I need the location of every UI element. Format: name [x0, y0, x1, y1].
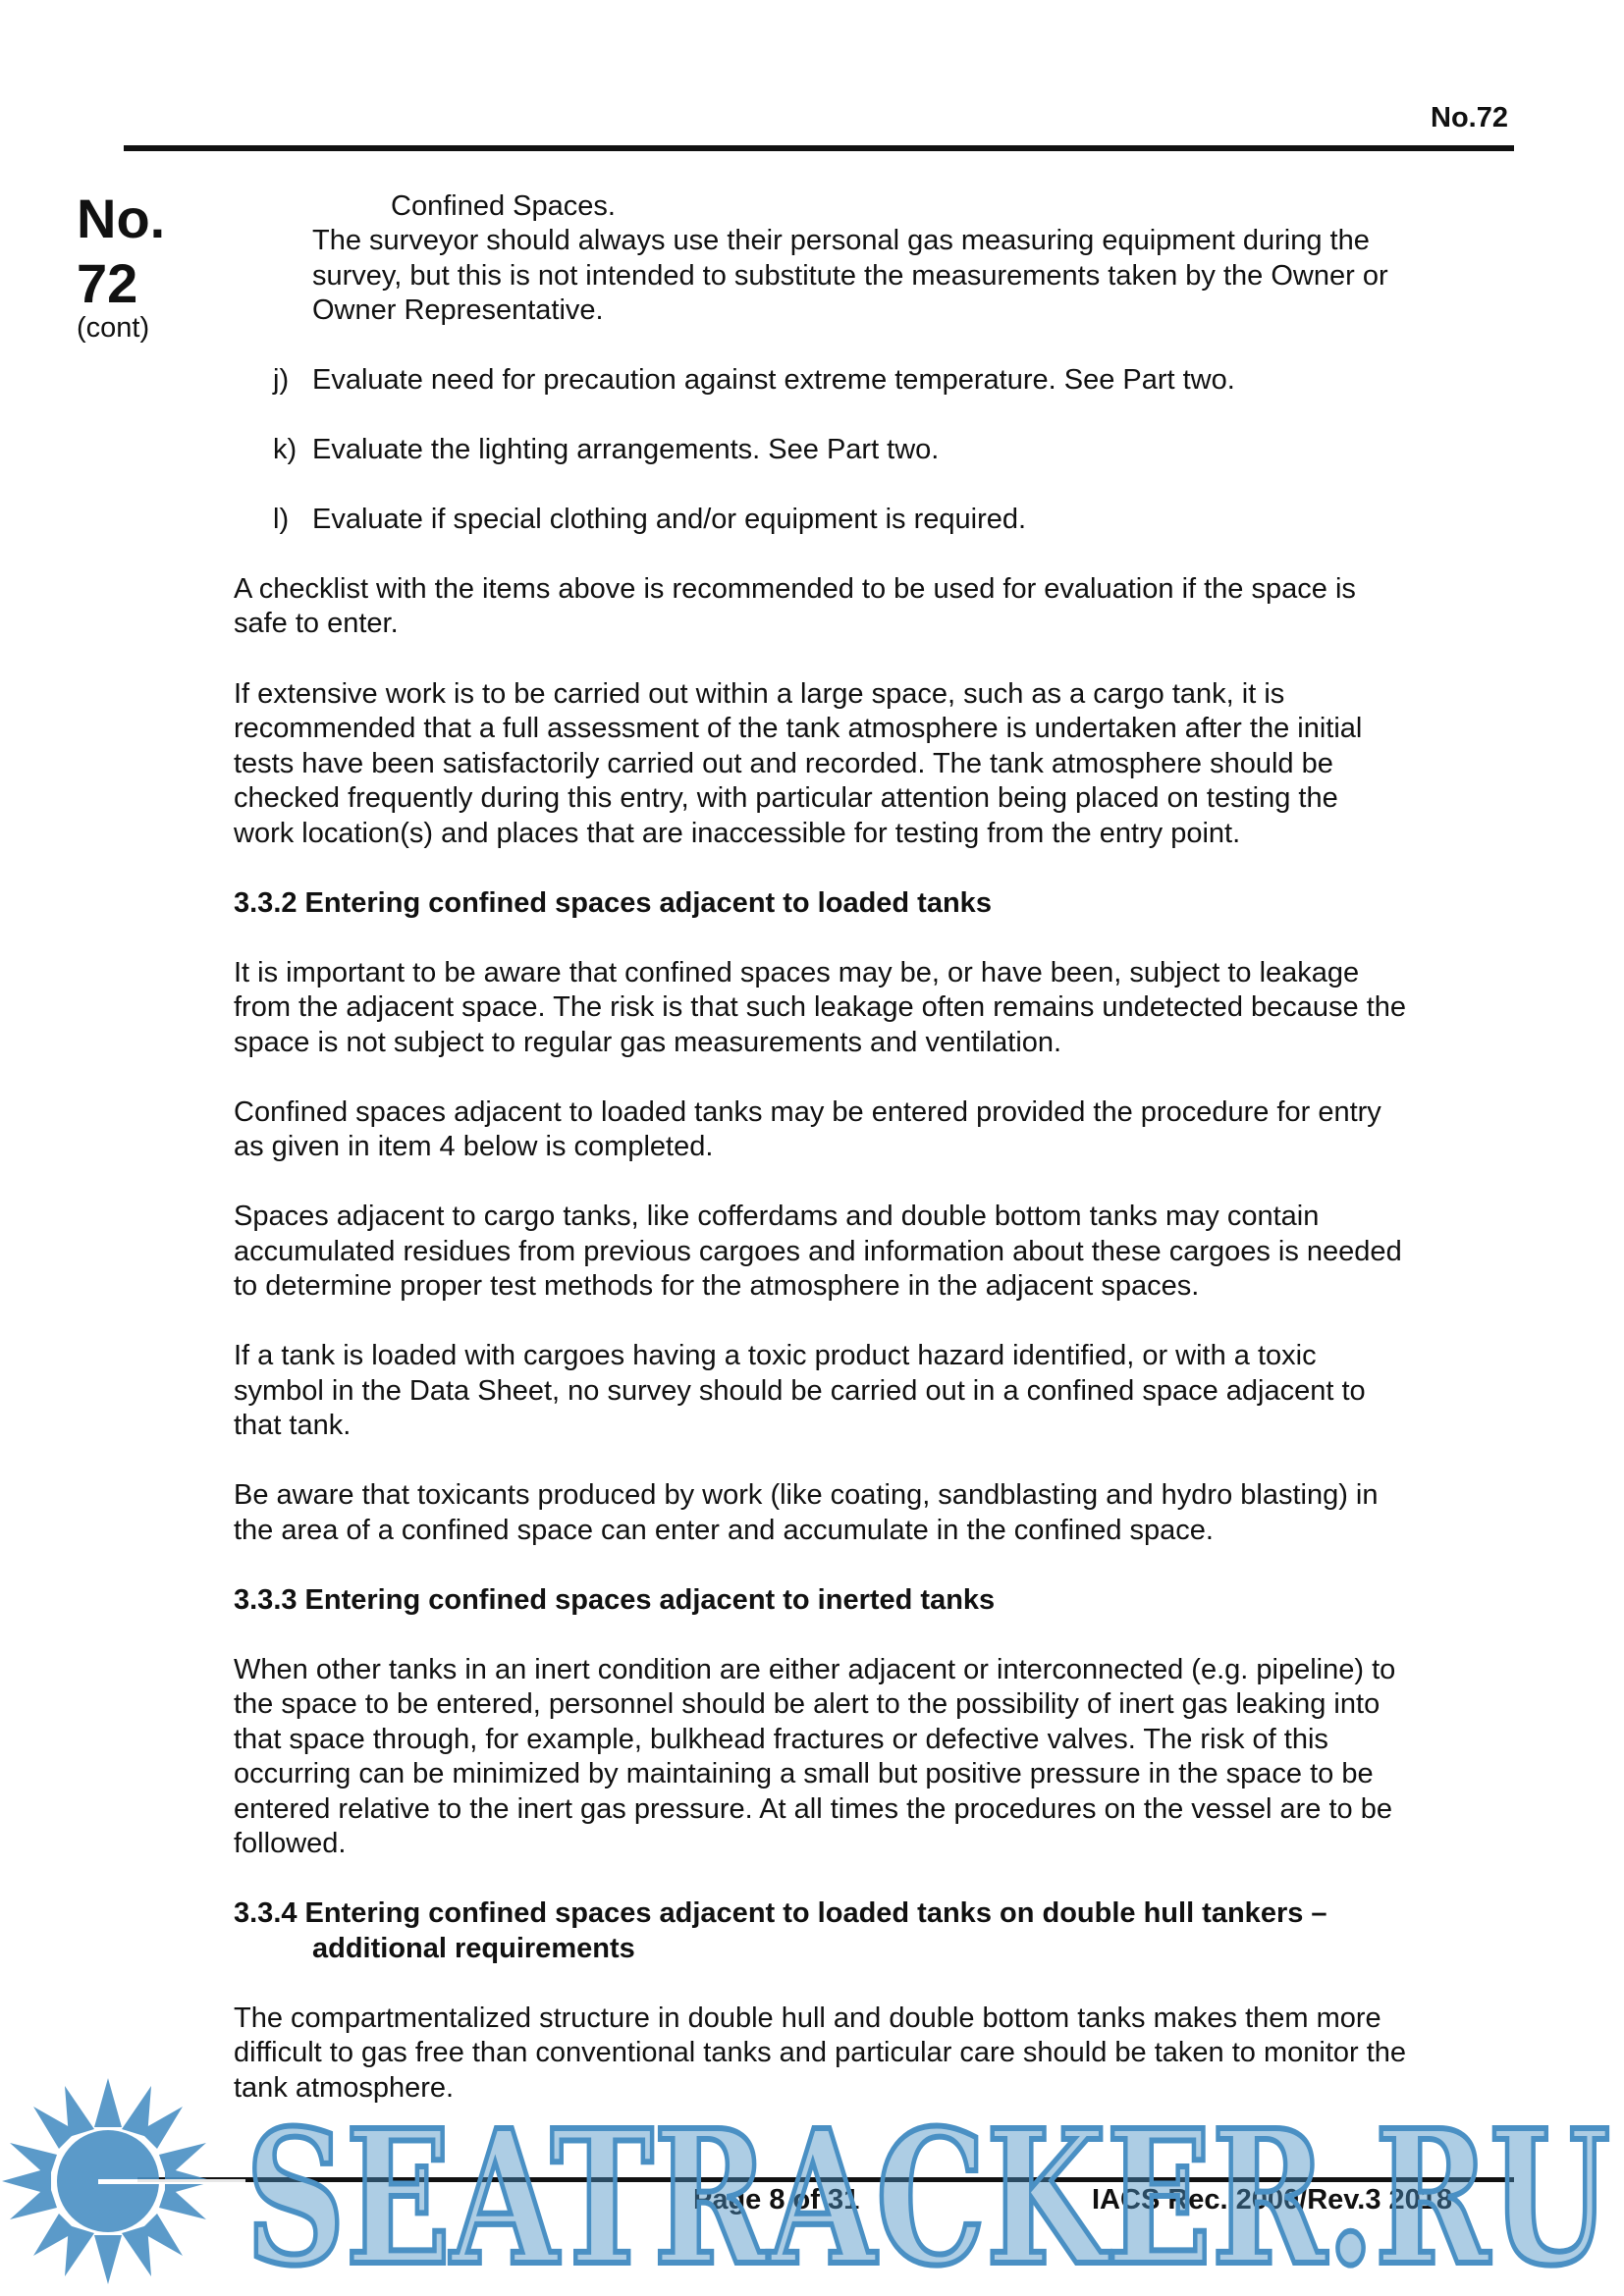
paragraph-line: that space through, for example, bulkhead fractures or defective valves. The risk of this — [234, 1724, 1328, 1755]
paragraph-line: If extensive work is to be carried out within a large space, such as a cargo tank, it is — [234, 678, 1285, 710]
paragraph-line: the space to be entered, personnel should be alert to the possibility of inert gas leaking into — [234, 1688, 1380, 1720]
section-heading-3-3-3: 3.3.3 Entering confined spaces adjacent to inerted tanks — [234, 1584, 996, 1616]
paragraph-line: work location(s) and places that are inaccessible for testing from the entry point. — [234, 818, 1241, 849]
sidebar-number — [77, 187, 165, 316]
paragraph-line: as given in item 4 below is completed. — [234, 1131, 714, 1162]
paragraph-line: from the adjacent space. The risk is that such leakage often remains undetected because the — [234, 991, 1407, 1023]
paragraph-line: tank atmosphere. — [234, 2072, 455, 2104]
paragraph-line: The compartmentalized structure in double hull and double bottom tanks makes them more — [234, 2002, 1381, 2034]
paragraph-line: symbol in the Data Sheet, no survey should be carried out in a confined space adjacent to — [234, 1375, 1366, 1407]
paragraph-line: Confined spaces adjacent to loaded tanks may be entered provided the procedure for entry — [234, 1096, 1381, 1128]
section-heading-3-3-2: 3.3.2 Entering confined spaces adjacent to loaded tanks — [234, 887, 992, 919]
list-marker: l) — [273, 504, 290, 535]
intro-line: The surveyor should always use their personal gas measuring equipment during the — [312, 225, 1370, 256]
sun-icon — [2, 2078, 245, 2284]
paragraph-line: checked frequently during this entry, with particular attention being placed on testing the — [234, 782, 1338, 814]
heading-line: 3.3.4 Entering confined spaces adjacent to loaded tanks on double hull tankers – — [234, 1897, 1327, 1929]
paragraph-line: to determine proper test methods for the atmosphere in the adjacent spaces. — [234, 1270, 1200, 1302]
paragraph-line: space is not subject to regular gas measurements and ventilation. — [234, 1027, 1062, 1058]
paragraph-line: the area of a confined space can enter and accumulate in the confined space. — [234, 1515, 1214, 1546]
heading-line: additional requirements — [312, 1933, 635, 1964]
list-text: Evaluate need for precaution against extreme temperature. See Part two. — [312, 364, 1235, 396]
watermark-text: SEATRACKER.RU — [245, 2090, 1610, 2296]
list-text: Evaluate if special clothing and/or equipment is required. — [312, 504, 1027, 535]
intro-line: survey, but this is not intended to substitute the measurements taken by the Owner or — [312, 260, 1388, 292]
paragraph-line: recommended that a full assessment of the tank atmosphere is undertaken after the initial — [234, 713, 1363, 744]
intro-line: Confined Spaces. — [391, 190, 616, 222]
footer-page-number: Page 8 of 31 — [693, 2184, 860, 2216]
footer-reference: IACS Rec. 2000/Rev.3 2018 — [1092, 2184, 1453, 2216]
paragraph-line: A checklist with the items above is recommended to be used for evaluation if the space is — [234, 573, 1356, 605]
paragraph-line: safe to enter. — [234, 608, 399, 639]
paragraph-line: that tank. — [234, 1410, 352, 1441]
sidebar-cont: (cont) — [77, 312, 150, 344]
list-text: Evaluate the lighting arrangements. See Part two. — [312, 434, 940, 465]
paragraph-line: If a tank is loaded with cargoes having a toxic product hazard identified, or with a toxic — [234, 1340, 1317, 1371]
paragraph-line: difficult to gas free than conventional tanks and particular care should be taken to monitor the — [234, 2037, 1407, 2068]
paragraph-line: Spaces adjacent to cargo tanks, like cofferdams and double bottom tanks may contain — [234, 1201, 1320, 1232]
paragraph-line: followed. — [234, 1828, 347, 1859]
paragraph-line: When other tanks in an inert condition are either adjacent or interconnected (e.g. pipeline) to — [234, 1654, 1396, 1685]
paragraph-line: Be aware that toxicants produced by work (like coating, sandblasting and hydro blasting) in — [234, 1479, 1379, 1511]
header-rule — [124, 145, 1514, 151]
paragraph-line: occurring can be minimized by maintaining a small but positive pressure in the space to be — [234, 1758, 1374, 1789]
list-marker: j) — [273, 364, 290, 396]
paragraph-line: tests have been satisfactorily carried out and recorded. The tank atmosphere should be — [234, 748, 1333, 779]
sidebar-number-72: 72 — [77, 252, 138, 314]
paragraph-line: It is important to be aware that confined spaces may be, or have been, subject to leakage — [234, 957, 1360, 988]
paragraph-line: entered relative to the inert gas pressure. At all times the procedures on the vessel are to be — [234, 1793, 1392, 1825]
header-number: No.72 — [1431, 102, 1508, 133]
list-marker: k) — [273, 434, 298, 465]
paragraph-line: accumulated residues from previous cargoes and information about these cargoes is needed — [234, 1236, 1402, 1267]
sidebar-number-no: No. — [77, 187, 166, 249]
intro-line: Owner Representative. — [312, 294, 604, 326]
watermark — [0, 2066, 1624, 2296]
